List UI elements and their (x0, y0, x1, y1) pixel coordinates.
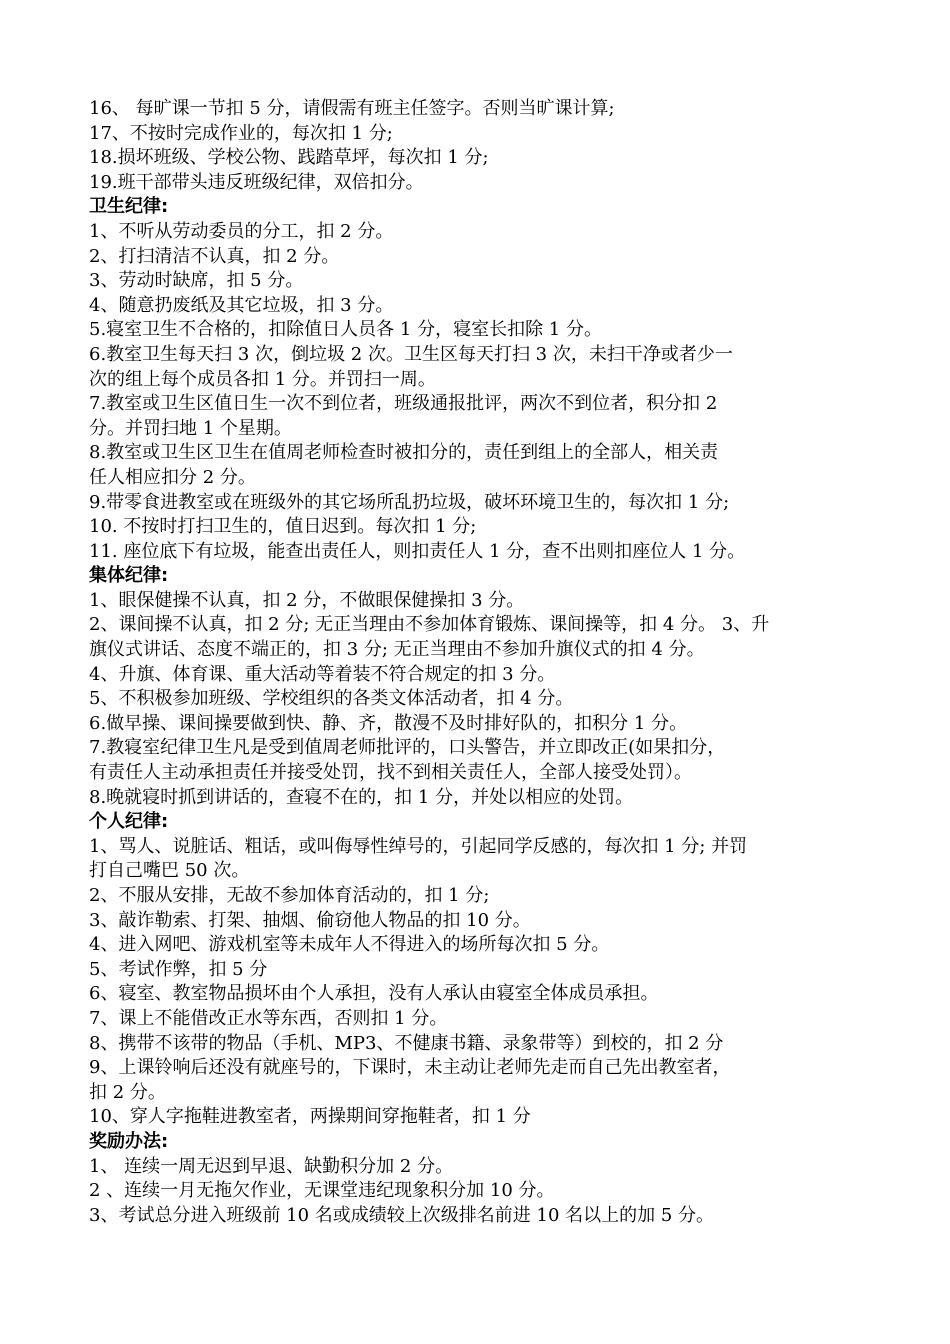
rule-line: 1、不听从劳动委员的分工，扣 2 分。 (89, 220, 394, 242)
rule-line: 4、升旗、体育课、重大活动等着装不符合规定的扣 3 分。 (89, 663, 556, 685)
rule-line: 扣 2 分。 (89, 1081, 166, 1103)
rule-line: 8、携带不该带的物品（手机、MP3、不健康书籍、录象带等）到校的，扣 2 分 (89, 1032, 724, 1054)
rule-line: 9.带零食进教室或在班级外的其它场所乱扔垃圾，破坏环境卫生的，每次扣 1 分; (89, 491, 730, 513)
rule-line: 3、考试总分进入班级前 10 名或成绩较上次级排名前进 10 名以上的加 5 分。 (89, 1204, 715, 1226)
rule-line: 1、骂人、说脏话、粗话，或叫侮辱性绰号的，引起同学反感的，每次扣 1 分; 并罚 (89, 835, 748, 857)
section (89, 810, 869, 1130)
rule-line: 16、 每旷课一节扣 5 分，请假需有班主任签字。否则当旷课计算; (89, 98, 615, 119)
rule-line: 2、课间操不认真，扣 2 分; 无正当理由不参加体育锻炼、课间操等，扣 4 分。 3、升 (89, 614, 770, 636)
rule-line: 5、考试作弊，扣 5 分 (89, 958, 268, 980)
rule-line: 任人相应扣分 2 分。 (89, 466, 256, 488)
rule-line: 3、敲诈勒索、打架、抽烟、偷窃他人物品的扣 10 分。 (89, 909, 531, 931)
rule-line: 6.教室卫生每天扫 3 次，倒垃圾 2 次。卫生区每天打扫 3 次，未扫干净或者少一 (89, 343, 733, 365)
rule-line: 4、随意扔废纸及其它垃圾，扣 3 分。 (89, 294, 394, 316)
rule-line: 7.教室或卫生区值日生一次不到位者，班级通报批评，两次不到位者，积分扣 2 (89, 393, 718, 415)
document-page (89, 97, 869, 1228)
section (89, 1130, 869, 1228)
rule-line: 9、上课铃响后还没有就座号的，下课时，未主动让老师先走而自己先出教室者， (89, 1057, 731, 1079)
rule-line: 3、劳动时缺席，扣 5 分。 (89, 270, 304, 292)
section (89, 564, 869, 810)
rule-line: 1、眼保健操不认真，扣 2 分，不做眼保健操扣 3 分。 (89, 589, 525, 611)
rule-line: 有责任人主动承担责任并接受处罚，找不到相关责任人，全部人接受处罚）。 (89, 762, 692, 784)
rule-line: 打自己嘴巴 50 次。 (89, 860, 250, 882)
section-heading: 个人纪律: (89, 811, 169, 833)
rule-line: 次的组上每个成员各扣 1 分。并罚扫一周。 (89, 368, 436, 390)
rule-line: 10. 不按时打扫卫生的，值日迟到。每次扣 1 分; (89, 516, 477, 538)
rule-line: 11. 座位底下有垃圾，能查出责任人，则扣责任人 1 分，查不出则扣座位人 1 分。 (89, 540, 746, 562)
rule-line: 2 、连续一月无拖欠作业，无课堂违纪现象积分加 10 分。 (89, 1180, 555, 1202)
rule-line: 6、寝室、教室物品损坏由个人承担，没有人承认由寝室全体成员承担。 (89, 983, 659, 1005)
rule-line: 10、穿人字拖鞋进教室者，两操期间穿拖鞋者，扣 1 分 (89, 1106, 531, 1128)
rule-line: 8.教室或卫生区卫生在值周老师检查时被扣分的，责任到组上的全部人，相关责 (89, 442, 719, 464)
rule-line: 4、进入网吧、游戏机室等未成年人不得进入的场所每次扣 5 分。 (89, 934, 610, 956)
rule-line: 8.晚就寝时抓到讲话的，查寝不在的，扣 1 分，并处以相应的处罚。 (89, 786, 634, 808)
section-heading: 集体纪律: (89, 565, 169, 587)
rule-line: 2、打扫清洁不认真，扣 2 分。 (89, 245, 340, 267)
rule-line: 7、课上不能借改正水等东西，否则扣 1 分。 (89, 1007, 448, 1029)
rule-line: 7.教寝室纪律卫生凡是受到值周老师批评的，口头警告，并立即改正(如果扣分， (89, 737, 726, 759)
rule-line: 1、 连续一周无迟到早退、缺勤积分加 2 分。 (89, 1155, 454, 1177)
section (89, 97, 869, 195)
rule-line: 6.做早操、课间操要做到快、静、齐，散漫不及时排好队的，扣积分 1 分。 (89, 712, 688, 734)
rule-line: 分。并罚扫地 1 个星期。 (89, 417, 292, 439)
rule-line: 19.班干部带头违反班级纪律，双倍扣分。 (89, 171, 424, 193)
rule-line: 17、不按时完成作业的，每次扣 1 分; (89, 122, 393, 144)
rule-line: 18.损坏班级、学校公物、践踏草坪，每次扣 1 分; (89, 147, 489, 169)
section-heading: 卫生纪律: (89, 196, 169, 218)
rule-line: 5、不积极参加班级、学校组织的各类文体活动者，扣 4 分。 (89, 688, 574, 710)
section (89, 195, 869, 564)
rule-line: 旗仪式讲话、态度不端正的，扣 3 分; 无正当理由不参加升旗仪式的扣 4 分。 (89, 639, 705, 661)
section-heading: 奖励办法: (89, 1130, 169, 1152)
rule-line: 5.寝室卫生不合格的，扣除值日人员各 1 分，寝室长扣除 1 分。 (89, 319, 602, 341)
rule-line: 2、不服从安排，无故不参加体育活动的，扣 1 分; (89, 885, 490, 906)
